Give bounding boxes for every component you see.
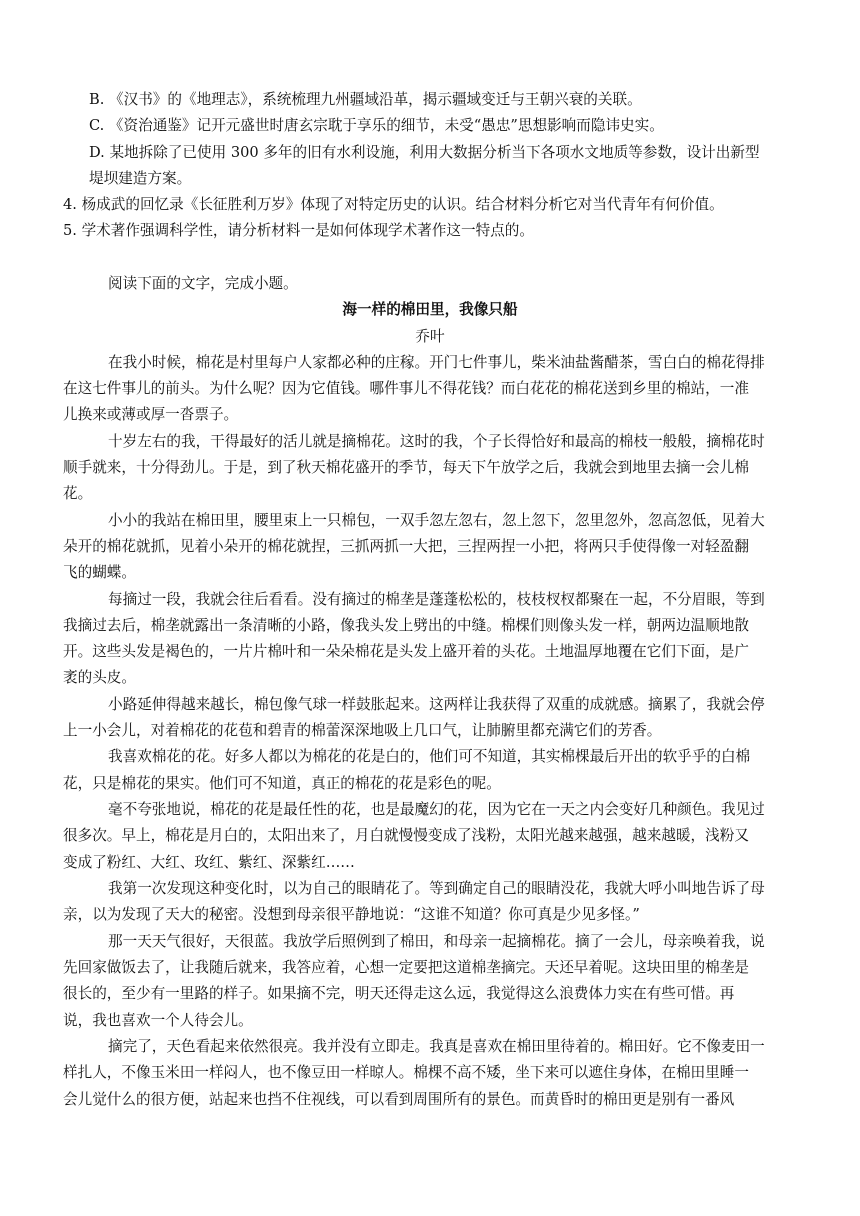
paragraph-line: 说，我也喜欢一个人待会儿。 [63,1012,253,1029]
paragraph-line: 上一小会儿，对着棉花的花苞和碧青的棉蕾深深地吸上几口气，让肺腑里都充满它们的芳香。 [63,722,662,739]
paragraph-line: 在这七件事儿的前头。为什么呢？因为它值钱。哪件事儿不得花钱？而白花花的棉花送到乡里的棉站，一准 [63,380,749,397]
article-title: 海一样的棉田里，我像只船 [342,301,518,318]
paragraph-line: 飞的蝴蝶。 [63,564,136,581]
paragraph-line: 开。这些头发是褐色的，一片片棉叶和一朵朵棉花是头发上盛开着的头花。土地温厚地覆在它们下面，是广 [63,643,749,660]
paragraph-line: 每摘过一段，我就会往后看看。没有摘过的棉垄是蓬蓬松松的，枝枝杈杈都聚在一起，不分眉眼，等到 [108,591,765,608]
paragraph-line: 那一天天气很好，天很蓝。我放学后照例到了棉田，和母亲一起摘棉花。摘了一会儿，母亲唤着我，说 [108,933,765,950]
paragraph-line: 我摘过去后，棉垄就露出一条清晰的小路，像我头发上劈出的中缝。棉棵们则像头发一样，朝两边温顺地散 [63,617,749,634]
article-author: 乔叶 [415,328,445,345]
option-c: C. 《资治通鉴》记开元盛世时唐玄宗耽于享乐的细节，未受“愚忠”思想影响而隐讳史实。 [89,117,664,134]
paragraph-line: 很长的，至少有一里路的样子。如果摘不完，明天还得走这么远，我觉得这么浪费体力实在有些可惜。再 [63,985,735,1002]
option-b: B. 《汉书》的《地理志》，系统梳理九州疆域沿革，揭示疆域变迁与王朝兴衰的关联。 [89,91,642,108]
paragraph-line: 我喜欢棉花的花。好多人都以为棉花的花是白的，他们可不知道，其实棉棵最后开出的软乎乎的白棉 [108,748,751,765]
paragraph-line: 小路延伸得越来越长，棉包像气球一样鼓胀起来。这两样让我获得了双重的成就感。摘累了，我就会停 [108,696,765,713]
paragraph-line: 先回家做饭去了，让我随后就来，我答应着，心想一定要把这道棉垄摘完。天还早着呢。这块田里的棉垄是 [63,959,749,976]
paragraph-line: 摘完了，天色看起来依然很亮。我并没有立即走。我真是喜欢在棉田里待着的。棉田好。它不像麦田一 [108,1038,765,1055]
paragraph-line: 我第一次发现这种变化时，以为自己的眼睛花了。等到确定自己的眼睛没花，我就大呼小叫地告诉了母 [108,880,765,897]
paragraph-line: 很多次。早上，棉花是月白的，太阳出来了，月白就慢慢变成了浅粉，太阳光越来越强，越来越暖，浅粉又 [63,827,749,844]
option-d: D. 某地拆除了已使用 300 多年的旧有水利设施，利用大数据分析当下各项水文地质等参数，设计出新型 [89,144,760,161]
paragraph-line: 顺手就来，十分得劲儿。于是，到了秋天棉花盛开的季节，每天下午放学之后，我就会到地里去摘一会儿棉 [63,459,749,476]
paragraph-line: 变成了粉红、大红、玫红、紫红、深紫红…… [63,854,355,871]
paragraph-line: 会儿觉什么的很方便，站起来也挡不住视线，可以看到周围所有的景色。而黄昏时的棉田更是别有一番风 [63,1091,735,1108]
paragraph-line: 花。 [63,485,93,502]
paragraph-line: 毫不夸张地说，棉花的花是最任性的花，也是最魔幻的花，因为它在一天之内会变好几种颜色。我见过 [108,801,765,818]
paragraph-line: 样扎人，不像玉米田一样闷人，也不像豆田一样晾人。棉棵不高不矮，坐下来可以遮住身体，在棉田里睡一 [63,1064,749,1081]
reading-instruction: 阅读下面的文字，完成小题。 [108,275,298,292]
option-d-continued: 堤坝建造方案。 [89,170,192,187]
question-4: 4. 杨成武的回忆录《长征胜利万岁》体现了对特定历史的认识。结合材料分析它对当代青年有何价值。 [63,196,724,213]
paragraph-line: 袤的头皮。 [63,669,136,686]
paragraph-line: 十岁左右的我，干得最好的活儿就是摘棉花。这时的我，个子长得恰好和最高的棉枝一般般，摘棉花时 [108,433,765,450]
paragraph-line: 在我小时候，棉花是村里每户人家都必种的庄稼。开门七件事儿，柴米油盐酱醋茶，雪白白的棉花得排 [108,354,765,371]
question-5: 5. 学术著作强调科学性，请分析材料一是如何体现学术著作这一特点的。 [63,222,534,239]
paragraph-line: 亲，以为发现了天大的秘密。没想到母亲很平静地说：“这谁不知道？你可真是少见多怪。” [63,906,640,923]
paragraph-line: 小小的我站在棉田里，腰里束上一只棉包，一双手忽左忽右，忽上忽下，忽里忽外，忽高忽低，见着大 [108,512,765,529]
paragraph-line: 花，只是棉花的果实。他们可不知道，真正的棉花的花是彩色的呢。 [63,775,501,792]
paragraph-line: 儿换来或薄或厚一沓票子。 [63,406,239,423]
paragraph-line: 朵开的棉花就抓，见着小朵开的棉花就捏，三抓两抓一大把，三捏两捏一小把，将两只手使得像一对轻盈翻 [63,538,749,555]
